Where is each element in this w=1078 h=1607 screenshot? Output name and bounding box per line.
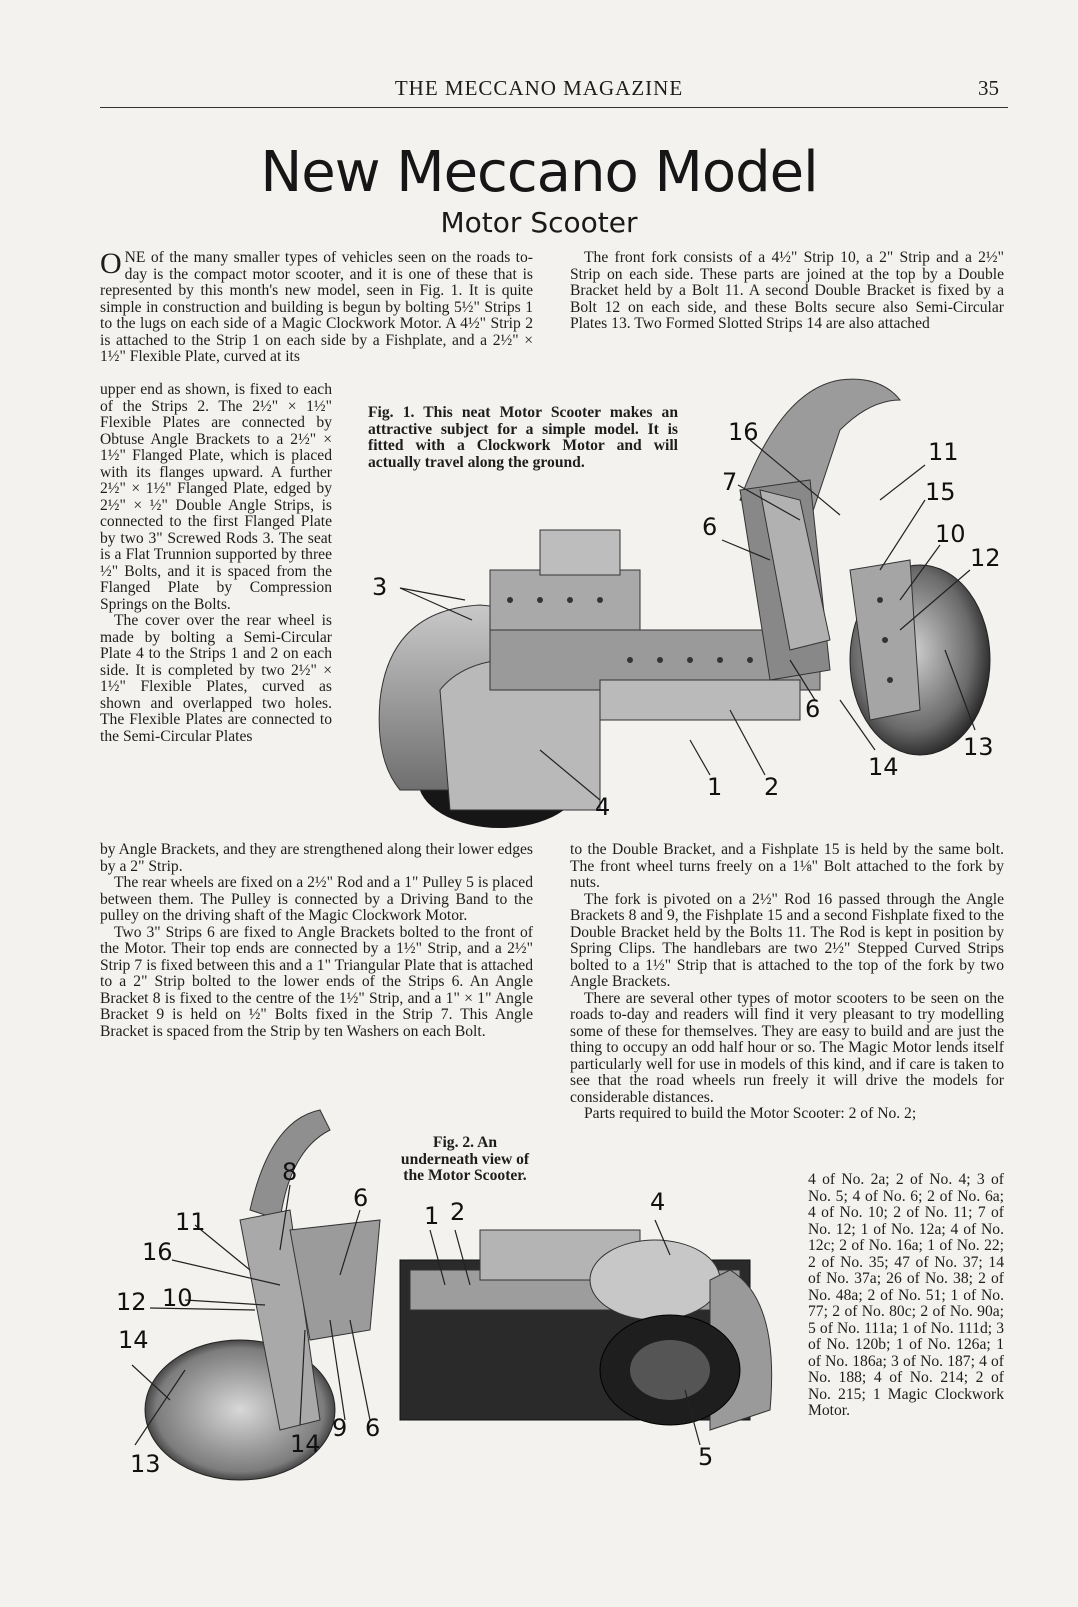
paragraph-cover: The cover over the rear wheel is made by bolting a Semi-Circular Plate 4 to the Strips 1 and 2 on each side. It is completed by two 2½" × 1½" Flexible Plates, curved as shown and overlapped two holes. The Flexible Plates are connected to the Semi-Circular Plates xyxy=(100,612,332,745)
left-column-narrow xyxy=(100,382,332,745)
fig1-label-14: 14 xyxy=(868,753,899,781)
running-head: THE MECCANO MAGAZINE xyxy=(394,76,684,100)
parts-lead: Parts required to build the Motor Scooter: 2 of No. 2; xyxy=(584,1105,917,1122)
fig1-label-3: 3 xyxy=(372,573,388,601)
fig1-label-11: 11 xyxy=(928,438,959,466)
parts-list: 4 of No. 2a; 2 of No. 4; 3 of No. 5; 4 of No. 6; 2 of No. 6a; 4 of No. 10; 2 of No. 11; 7 of No. 12; 1 of No. 12a; 4 of No. 12c; 2 of No. 16a; 1 of No. 22; 2 of No. 35; 47 of No. 37; 14 of No. 37a; 26 of No. 38; 2 of No. 48a; 2 of No. 51; 1 of No. 77; 2 of No. 80c; 2 of No. 90a; 5 of No. 111a; 1 of No. 111d; 3 of No. 120b; 1 of No. 126a; 1 of No. 186a; 3 of No. 187; 4 of No. 188; 4 of No. 214; 2 of No. 215; 1 Magic Clockwork Motor. xyxy=(808,1171,1004,1419)
semi-circular-plate xyxy=(590,1240,720,1320)
fig1-label-1: 1 xyxy=(707,773,723,801)
fig2-label-10: 10 xyxy=(162,1284,193,1312)
fig2-label-14: 14 xyxy=(118,1326,149,1354)
paragraph-strips: Two 3" Strips 6 are fixed to Angle Brackets bolted to the front of the Motor. Their top ends are connected by a 1½" Strip, and a 2½" Strip 7 is fixed between this and a 1" Triangular Plate that is attached to a 2" Strip bolted to the lower ends of the Strips 6. An Angle Bracket 8 is fixed to the centre of the 1½" Strip, and a 1" × 1" Angle Bracket 9 is held on ½" Bolts fixed in the Strip 7. This Angle Bracket is spaced from the Strip by ten Washers on each Bolt. xyxy=(100,923,533,1040)
paragraph-fork-cont: to the Double Bracket, and a Fishplate 15 is held by the same bolt. The front wheel turns freely on a 1⅛" Bolt attached to the fork by nuts. xyxy=(570,841,1004,891)
fig2-label-6b: 6 xyxy=(365,1414,381,1442)
left-column-top xyxy=(100,247,533,366)
fig1-label-12: 12 xyxy=(970,544,1001,572)
fig1-label-7: 7 xyxy=(722,468,738,496)
fig1-label-6b: 6 xyxy=(805,695,821,723)
paragraph-rear-wheels: The rear wheels are fixed on a 2½" Rod and a 1" Pulley 5 is placed between them. The Pulley is connected by a Driving Band to the pulley on the driving shaft of the Magic Clockwork Motor. xyxy=(100,874,533,924)
fig2-label-4: 4 xyxy=(650,1188,666,1216)
left-column-bottom xyxy=(100,842,533,1040)
fig2-underneath-illustration xyxy=(110,1100,800,1520)
paragraph-plates: upper end as shown, is fixed to each of the Strips 2. The 2½" × 1½" Flexible Plates are connected by Obtuse Angle Brackets to a 2½" × 1½" Flanged Plate, which is placed with its flanges upward. A further 2½" × 1½" Flanged Plate, edged by 2½" × ½" Double Angle Strips, is connected to the first Flanged Plate by two 3" Screwed Rods 3. The seat is a Flat Trunnion supported by three ½" Bolts, and it is spaced from the Flanged Plate by Compression Springs on the Bolts. xyxy=(100,381,332,613)
right-column-bottom xyxy=(570,842,1004,1123)
fig2-label-12: 12 xyxy=(116,1288,147,1316)
intro-paragraph xyxy=(100,247,533,366)
fig1-label-4: 4 xyxy=(595,793,611,821)
fig1-label-16: 16 xyxy=(728,418,759,446)
fig2-label-13: 13 xyxy=(130,1450,161,1478)
fig2-label-9: 9 xyxy=(332,1414,348,1442)
strip-2 xyxy=(600,680,800,720)
fig1-label-13: 13 xyxy=(963,733,994,761)
intro-text: NE of the many smaller types of vehicles seen on the roads to-day is the compact motor scooter, and it is one of these that is represented by this month's new model, seen in Fig. 1. It is quite simple in construction and building is begun by bolting 5½" Strips 1 to the lugs on each side of a Magic Clockwork Motor. A 4½" Strip 2 is attached to the Strip 1 on each side by a Fishplate, and a 2½" × 1½" Flexible Plate, curved at its xyxy=(100,249,533,365)
fig1-scooter-illustration xyxy=(360,370,1020,830)
fig1-caption: Fig. 1. This neat Motor Scooter makes an attractive subject for a simple model. It is fitted with a Clockwork Motor and will actually travel along the ground. xyxy=(368,404,678,471)
fig1-label-10: 10 xyxy=(935,520,966,548)
paragraph-front-fork: The front fork consists of a 4½" Strip 10, a 2" Strip and a 2½" Strip on each side. These parts are joined at the top by a Double Bracket held by a Bolt 11. A second Double Bracket is fixed by a Bolt 12 on each side, and these Bolts secure also Semi-Circular Plates 13. Two Formed Slotted Strips 14 are also attached xyxy=(570,249,1004,332)
drop-cap: O xyxy=(100,247,122,280)
article-title: New Meccano Model xyxy=(260,140,818,205)
seat-trunnion xyxy=(540,530,620,575)
fig2-label-14b: 14 xyxy=(290,1430,321,1458)
page-number: 35 xyxy=(978,76,999,100)
fig1-label-2: 2 xyxy=(764,773,780,801)
article-subtitle: Motor Scooter xyxy=(440,206,638,239)
right-column-top xyxy=(570,250,1004,333)
fig2-caption: Fig. 2. An underneath view of the Motor Scooter. xyxy=(400,1134,530,1184)
fig1-label-15: 15 xyxy=(925,478,956,506)
paragraph-cover-cont: by Angle Brackets, and they are strengthened along their lower edges by a 2" Strip. xyxy=(100,841,533,875)
fig2-label-2: 2 xyxy=(450,1198,466,1226)
fig2-label-5: 5 xyxy=(698,1443,714,1471)
fig2-label-6: 6 xyxy=(353,1184,369,1212)
fig2-label-16: 16 xyxy=(142,1238,173,1266)
fig2-label-11: 11 xyxy=(175,1208,206,1236)
fig1-label-6: 6 xyxy=(702,513,718,541)
paragraph-pivot: The fork is pivoted on a 2½" Rod 16 passed through the Angle Brackets 8 and 9, the Fishplate 15 and a second Fishplate fixed to the Double Bracket held by the Bolts 11. The Rod is kept in position by Spring Clips. The handlebars are two 2½" Stepped Curved Strips bolted to a 1½" Strip that is attached to the top of the fork by two Angle Brackets. xyxy=(570,890,1004,990)
paragraph-other-types: There are several other types of motor scooters to be seen on the roads to-day and readers will find it very pleasant to try modelling some of these for themselves. They are easy to build and are just the thing to occupy an odd half hour or so. The Magic Motor lends itself particularly well for use in models of this kind, and if care is taken to see that the road wheels run freely it will drive the models for considerable distances. xyxy=(570,989,1004,1106)
pulley-5 xyxy=(630,1340,710,1400)
fig2-label-8: 8 xyxy=(282,1158,298,1186)
header-rule xyxy=(100,107,1008,108)
fig2-label-1: 1 xyxy=(424,1202,440,1230)
